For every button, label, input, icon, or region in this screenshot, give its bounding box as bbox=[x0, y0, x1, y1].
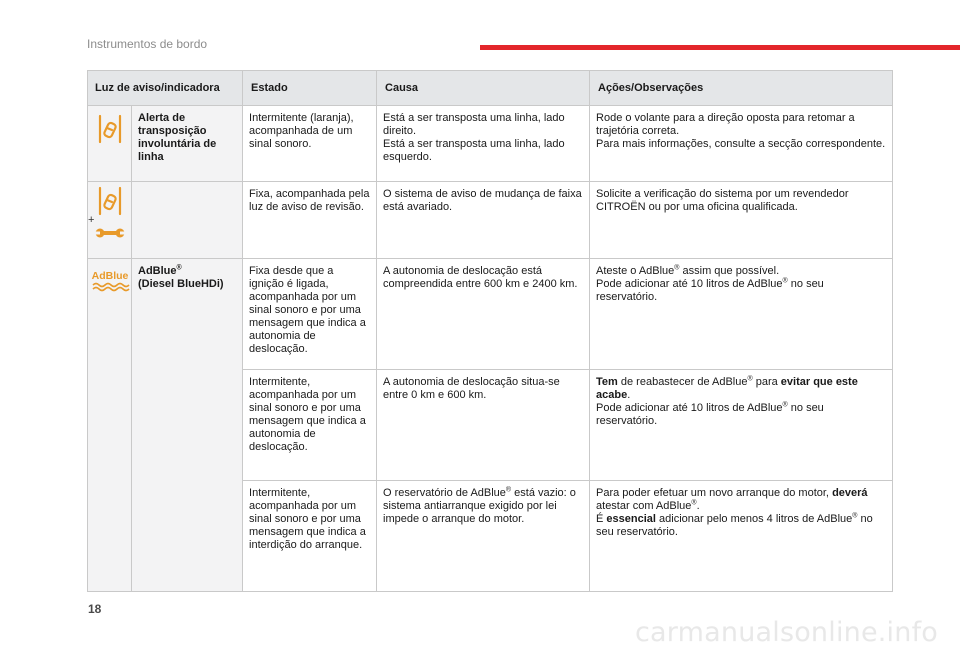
causa-text: A autonomia de deslocação situa-se entre 0 km e 600 km. bbox=[383, 376, 560, 401]
page-number: 18 bbox=[88, 602, 102, 616]
causa-text: A autonomia de deslocação está compreendida entre 600 km e 2400 km. bbox=[383, 265, 578, 290]
registered-mark: ® bbox=[176, 264, 182, 272]
acoes-line: Para mais informações, consulte a secção correspondente. bbox=[596, 138, 886, 150]
warning-lights-table bbox=[87, 70, 893, 592]
causa-line: Está a ser transposta uma linha, lado direito. bbox=[383, 112, 565, 137]
causa-line: Está a ser transposta uma linha, lado esquerdo. bbox=[383, 138, 565, 163]
column-header-estado: Estado bbox=[243, 71, 377, 106]
light-name bbox=[132, 259, 242, 291]
table-header-row bbox=[88, 71, 893, 106]
table-row bbox=[88, 182, 893, 259]
acoes-text bbox=[590, 259, 892, 304]
adblue-logo-text: AdBlue bbox=[91, 270, 128, 282]
section-accent-bar bbox=[480, 45, 960, 50]
acoes-line: Rode o volante para a direção oposta para retomar a trajetória correta. bbox=[596, 112, 855, 137]
icon-cell bbox=[88, 182, 132, 259]
acoes-line: Ateste o AdBlue® assim que possível. bbox=[596, 264, 780, 277]
light-name-empty bbox=[132, 182, 243, 259]
acoes-text bbox=[590, 370, 892, 428]
estado-text: Fixa desde que a ignição é ligada, acompanhada por um sinal sonoro e por uma mensagem que indica a autonomia de deslocação. bbox=[249, 265, 366, 355]
icon-cell bbox=[88, 259, 132, 592]
section-title: Instrumentos de bordo bbox=[87, 37, 208, 51]
table-row bbox=[88, 106, 893, 182]
icon-cell bbox=[88, 106, 132, 182]
column-header-acoes: Ações/Observações bbox=[590, 71, 893, 106]
estado-text: Intermitente, acompanhada por um sinal sonoro e por uma mensagem que indica a interdição do arranque. bbox=[249, 487, 366, 551]
wrench-icon bbox=[88, 227, 131, 239]
acoes-line: Pode adicionar até 10 litros de AdBlue® no seu reservatório. bbox=[596, 277, 824, 303]
causa-text: O reservatório de AdBlue® está vazio: o sistema antiarranque exigido por lei impede o arranque do motor. bbox=[383, 486, 576, 525]
acoes-text bbox=[590, 481, 892, 539]
estado-text: Intermitente, acompanhada por um sinal sonoro e por uma mensagem que indica a autonomia de deslocação. bbox=[249, 376, 366, 453]
column-header-causa: Causa bbox=[377, 71, 590, 106]
lane-departure-icon bbox=[88, 186, 131, 216]
causa-text bbox=[377, 106, 589, 164]
plus-sign: + bbox=[88, 214, 95, 226]
acoes-line: Para poder efetuar um novo arranque do motor, deverá atestar com AdBlue®. bbox=[596, 487, 868, 512]
table-row bbox=[88, 259, 893, 370]
adblue-icon bbox=[88, 268, 131, 294]
acoes-line: É essencial adicionar pelo menos 4 litros de AdBlue® no seu reservatório. bbox=[596, 512, 873, 538]
estado-text: Fixa, acompanhada pela luz de aviso de revisão. bbox=[249, 188, 370, 213]
acoes-text bbox=[590, 106, 892, 151]
adblue-name: AdBlue bbox=[138, 265, 177, 277]
estado-text: Intermitente (laranja), acompanhada de um sinal sonoro. bbox=[249, 112, 354, 150]
causa-text: O sistema de aviso de mudança de faixa está avariado. bbox=[383, 188, 582, 213]
column-header-light: Luz de aviso/indicadora bbox=[88, 71, 243, 106]
adblue-subname: (Diesel BlueHDi) bbox=[138, 278, 224, 290]
acoes-text: Solicite a verificação do sistema por um revendedor CITROËN ou por uma oficina qualificada. bbox=[596, 188, 849, 213]
watermark: carmanualsonline.info bbox=[635, 617, 938, 648]
acoes-line: Tem de reabastecer de AdBlue® para evitar que este acabe. bbox=[596, 375, 858, 401]
light-name: Alerta de transposição involuntária de linha bbox=[138, 112, 217, 163]
lane-departure-icon bbox=[88, 114, 131, 144]
acoes-line: Pode adicionar até 10 litros de AdBlue® no seu reservatório. bbox=[596, 401, 824, 427]
